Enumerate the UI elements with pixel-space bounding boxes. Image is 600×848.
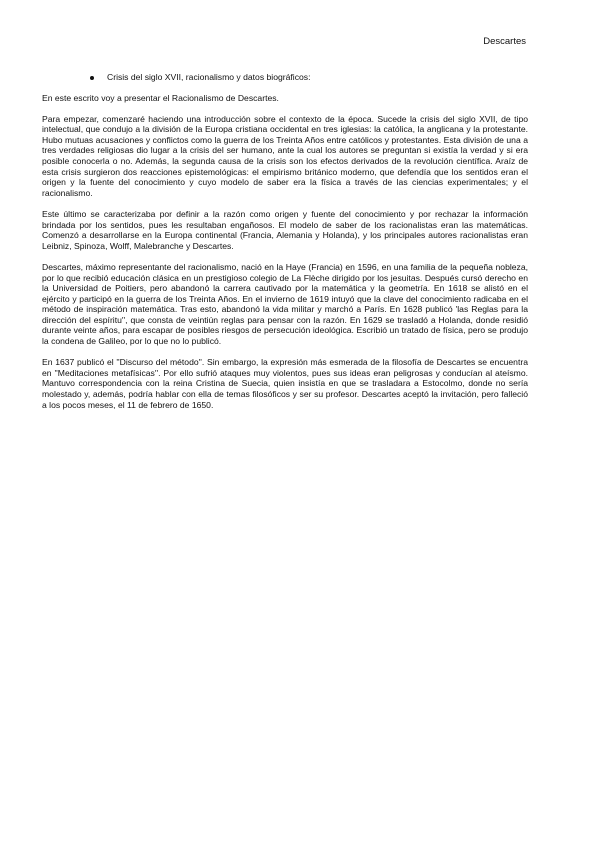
paragraph-biography: Descartes, máximo representante del racionalismo, nació en la Haye (Francia) en 1596, en una familia de la pequeña nobleza, por lo que recibió educación clásica en un prestigioso colegio de La Flèche dirigido por los jesuitas. Después cursó derecho en la Universidad de Poitiers, pero abandonó la carrera cautivado por la matemática y la geometría. En 1618 se alistó en el ejército y participó en la guerra de los Treinta Años. En el invierno de 1619 intuyó que la clave del conocimiento radicaba en el método de inspiración matemática. Tras esto, abandonó la vida militar y marchó a París. En 1628 publicó 'las Reglas para la dirección del espíritu'', que consta de veintiún reglas para pensar con la razón. En 1629 se trasladó a Holanda, donde residió durante veinte años, para escapar de posibles riesgos de persecución ideológica. Escribió un tratado de física, pero se produjo la condena de Galileo, por lo que no lo publicó. [42,261,528,347]
paragraph-intro: En este escrito voy a presentar el Racionalismo de Descartes. [42,93,279,103]
bullet-heading-row [90,72,310,83]
document-body [42,93,528,421]
paragraph-works: En 1637 publicó el ''Discurso del método''. Sin embargo, la expresión más esmerada de la filosofía de Descartes se encuentra en ''Meditaciones metafísicas''. Por ello sufrió ataques muy violentos, pues sus ideas eran peligrosas y conducían al ateísmo. Mantuvo correspondencia con la reina Cristina de Suecia, quien insistía en que se trasladara a Estocolmo, donde no sería molestado y, además, podría hablar con ella de temas filosóficos y ser su profesor. Descartes aceptó la invitación, pero falleció a los pocos meses, el 11 de febrero de 1650. [42,357,528,410]
bullet-heading-text: Crisis del siglo XVII, racionalismo y datos biográficos: [107,72,311,82]
paragraph-context: Para empezar, comenzaré haciendo una introducción sobre el contexto de la época. Sucede la crisis del siglo XVII, de tipo intelectual, que condujo a la división de la Europa cristiana occidental en tres iglesias: la católica, la anglicana y la protestante. Hubo mutuas acusaciones y conflictos como la guerra de los Treinta Años entre católicos y protestantes. Esta división de una a tres verdades religiosas dio lugar a la crisis del ser humano, ante la cual los autores se preguntan si existía la verdad y si era posible conocerla o no. Además, la segunda causa de la crisis son los efectos derivados de la revolución científica. Araíz de esta crisis surgieron dos reacciones epistemológicas: el empirismo británico moderno, que defendía que los sentidos eran el origen y la fuente del conocimiento y cuyo modelo de saber era la física a través de las ciencias experimentales; y el racionalismo. [42,113,528,198]
paragraph-rationalism: Este último se caracterizaba por definir a la razón como origen y fuente del conocimiento y por rechazar la información brindada por los sentidos, pues les resultaban engañosos. El modelo de saber de los racionalistas eran las matemáticas. Comenzó a desarrollarse en la Europa continental (Francia, Alemania y Holanda), y los principales autores racionalistas eran Leibniz, Spinoza, Wolff, Malebranche y Descartes. [42,208,528,251]
page-header-title: Descartes [483,36,526,47]
bullet-icon [90,76,94,80]
